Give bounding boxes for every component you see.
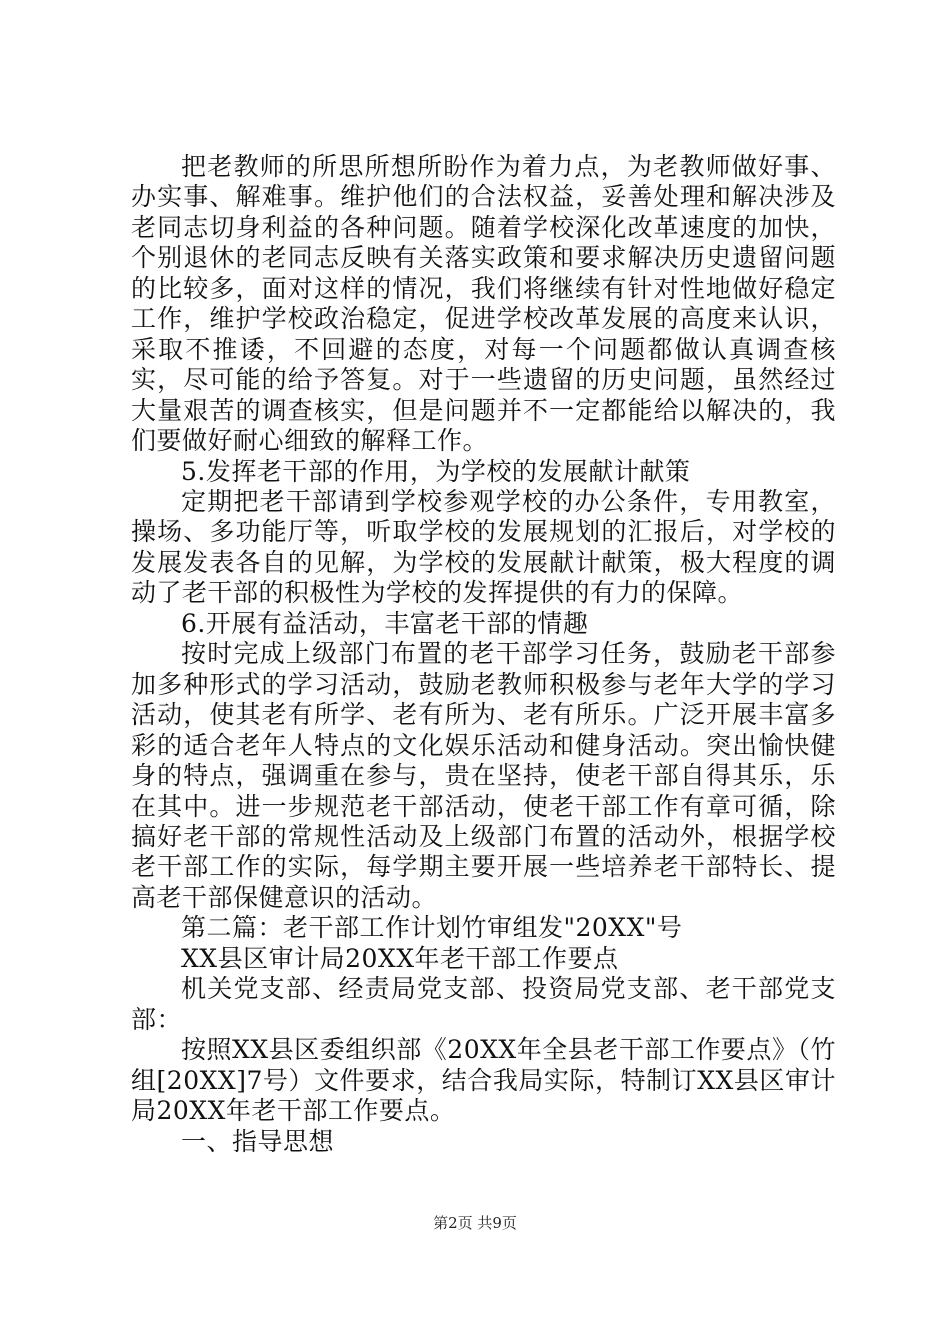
section-title-part-two: 第二篇：老干部工作计划竹审组发"20XX"号 xyxy=(181,913,683,943)
paragraph-basis: 按照XX县区委组织部《20XX年全县老干部工作要点》（竹组[20XX]7号）文件要求，结合我局实际，特制订XX县区审计局20XX年老干部工作要点。 xyxy=(131,1035,836,1126)
heading-item-6: 6.开展有益活动，丰富老干部的情趣 xyxy=(181,608,589,638)
paragraph-item-5: 定期把老干部请到学校参观学校的办公条件，专用教室，操场、多功能厅等，听取学校的发展规划的汇报后，对学校的发展发表各自的见解，为学校的发展献计献策，极大程度的调动了老干部的积极性为学校的发挥提供的有力的保障。 xyxy=(131,486,836,608)
document-body xyxy=(131,152,836,1157)
recipients-line: 机关党支部、经责局党支部、投资局党支部、老干部党支部： xyxy=(131,974,836,1034)
page-number-footer: 第2页 共9页 xyxy=(433,1214,517,1232)
heading-guiding-thought: 一、指导思想 xyxy=(181,1126,335,1156)
document-title: XX县区审计局20XX年老干部工作要点 xyxy=(181,943,619,973)
heading-item-5: 5.发挥老干部的作用，为学校的发展献计献策 xyxy=(181,456,691,486)
paragraph-veteran-teachers: 把老教师的所思所想所盼作为着力点，为老教师做好事、办实事、解难事。维护他们的合法权益，妥善处理和解决涉及老同志切身利益的各种问题。随着学校深化改革速度的加快，个别退休的老同志反映有关落实政策和要求解决历史遗留问题的比较多，面对这样的情况，我们将继续有针对性地做好稳定工作，维护学校政治稳定，促进学校改革发展的高度来认识，采取不推诿，不回避的态度，对每一个问题都做认真调查核实，尽可能的给予答复。对于一些遗留的历史问题，虽然经过大量艰苦的调查核实，但是问题并不一定都能给以解决的，我们要做好耐心细致的解释工作。 xyxy=(131,152,836,456)
paragraph-item-6: 按时完成上级部门布置的老干部学习任务，鼓励老干部参加多种形式的学习活动，鼓励老教师积极参与老年大学的学习活动，使其老有所学、老有所为、老有所乐。广泛开展丰富多彩的适合老年人特点的文化娱乐活动和健身活动。突出愉快健身的特点，强调重在参与，贵在坚持，使老干部自得其乐，乐在其中。进一步规范老干部活动，使老干部工作有章可循，除搞好老干部的常规性活动及上级部门布置的活动外，根据学校老干部工作的实际，每学期主要开展一些培养老干部特长、提高老干部保健意识的活动。 xyxy=(131,639,836,912)
